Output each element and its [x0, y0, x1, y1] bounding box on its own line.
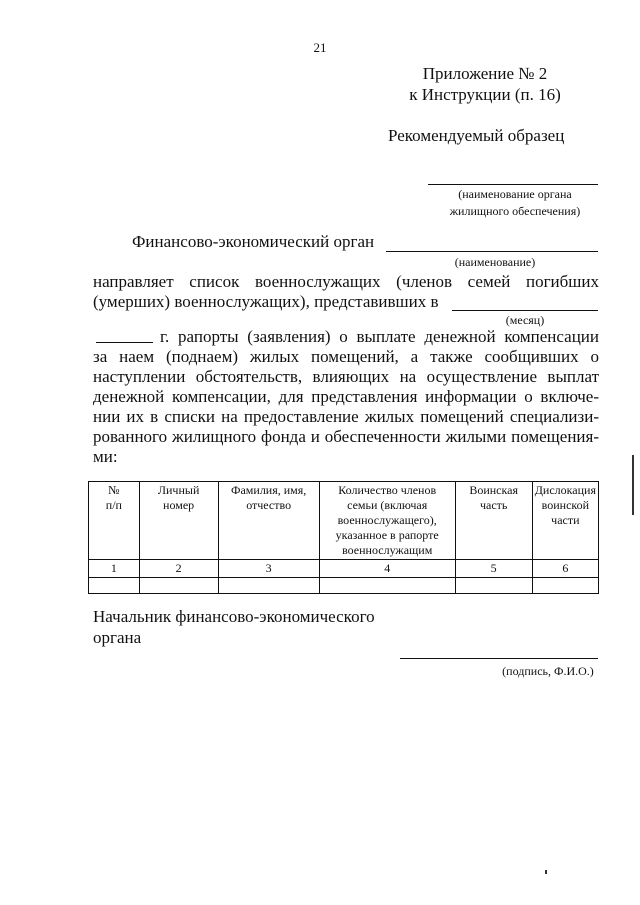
table-cell	[218, 578, 319, 594]
month-caption: (месяц)	[505, 313, 545, 327]
paragraph-line-5: нии их в списки на предоставление жилых помещений специализи-	[93, 407, 599, 426]
financial-body-name-caption: (наименование)	[454, 255, 536, 269]
servicemen-table	[88, 481, 599, 594]
header-number: № п/п	[89, 482, 140, 560]
header-personal-number: Личный номер	[139, 482, 218, 560]
financial-body-name-line	[386, 251, 598, 252]
paragraph-line-3: наступлении обстоятельств, влияющих на осуществление выплат	[93, 367, 599, 386]
paragraph-line-1: г. рапорты (заявления) о выплате денежной компенсации	[160, 327, 599, 346]
paragraph-line-6: рованного жилищного фонда и обеспеченности жилыми помещения-	[93, 427, 599, 446]
signature-caption: (подпись, Ф.И.О.)	[502, 664, 594, 678]
appendix-reference: к Инструкции (п. 16)	[409, 85, 561, 104]
column-number: 2	[139, 560, 218, 578]
chief-title: Начальник финансово-экономического органа	[93, 607, 375, 647]
header-family-members: Количество членов семьи (включая военнослужащего), указанное в рапорте военнослужащим	[319, 482, 455, 560]
header-military-unit: Воинская часть	[455, 482, 532, 560]
signature-line	[400, 658, 598, 659]
column-number: 6	[532, 560, 598, 578]
table-cell	[319, 578, 455, 594]
financial-body-label: Финансово-экономический орган	[132, 232, 375, 251]
paragraph-line-2: за наем (поднаем) жилых помещений, а также сообщивших о	[93, 347, 599, 366]
list-direction-line-1: направляет список военнослужащих (членов семей погибших	[93, 272, 599, 291]
sample-label: Рекомендуемый образец	[388, 126, 565, 145]
table-cell	[455, 578, 532, 594]
paragraph-line-4: денежной компенсации, для представления информации о включе-	[93, 387, 599, 406]
paragraph-line-7: ми:	[93, 447, 118, 466]
scan-edge-mark	[632, 455, 634, 515]
appendix-header	[400, 63, 570, 105]
table-header-row	[89, 482, 599, 560]
page-number: 21	[313, 40, 327, 55]
table-cell	[139, 578, 218, 594]
table-cell	[89, 578, 140, 594]
table-cell	[532, 578, 598, 594]
header-unit-location: Дислокация воинской части	[532, 482, 598, 560]
header-full-name: Фамилия, имя, отчество	[218, 482, 319, 560]
column-number: 1	[89, 560, 140, 578]
year-line	[96, 342, 153, 343]
month-line	[452, 310, 598, 311]
column-number: 5	[455, 560, 532, 578]
housing-authority-line	[428, 184, 598, 185]
column-number: 3	[218, 560, 319, 578]
table-row	[89, 578, 599, 594]
scan-dot-mark	[545, 870, 547, 874]
housing-authority-caption: (наименование органа жилищного обеспечения)	[449, 187, 581, 218]
appendix-title: Приложение № 2	[422, 64, 548, 83]
table-column-numbers-row	[89, 560, 599, 578]
list-direction-line-2: (умерших) военнослужащих), представивших в	[93, 292, 439, 311]
column-number: 4	[319, 560, 455, 578]
